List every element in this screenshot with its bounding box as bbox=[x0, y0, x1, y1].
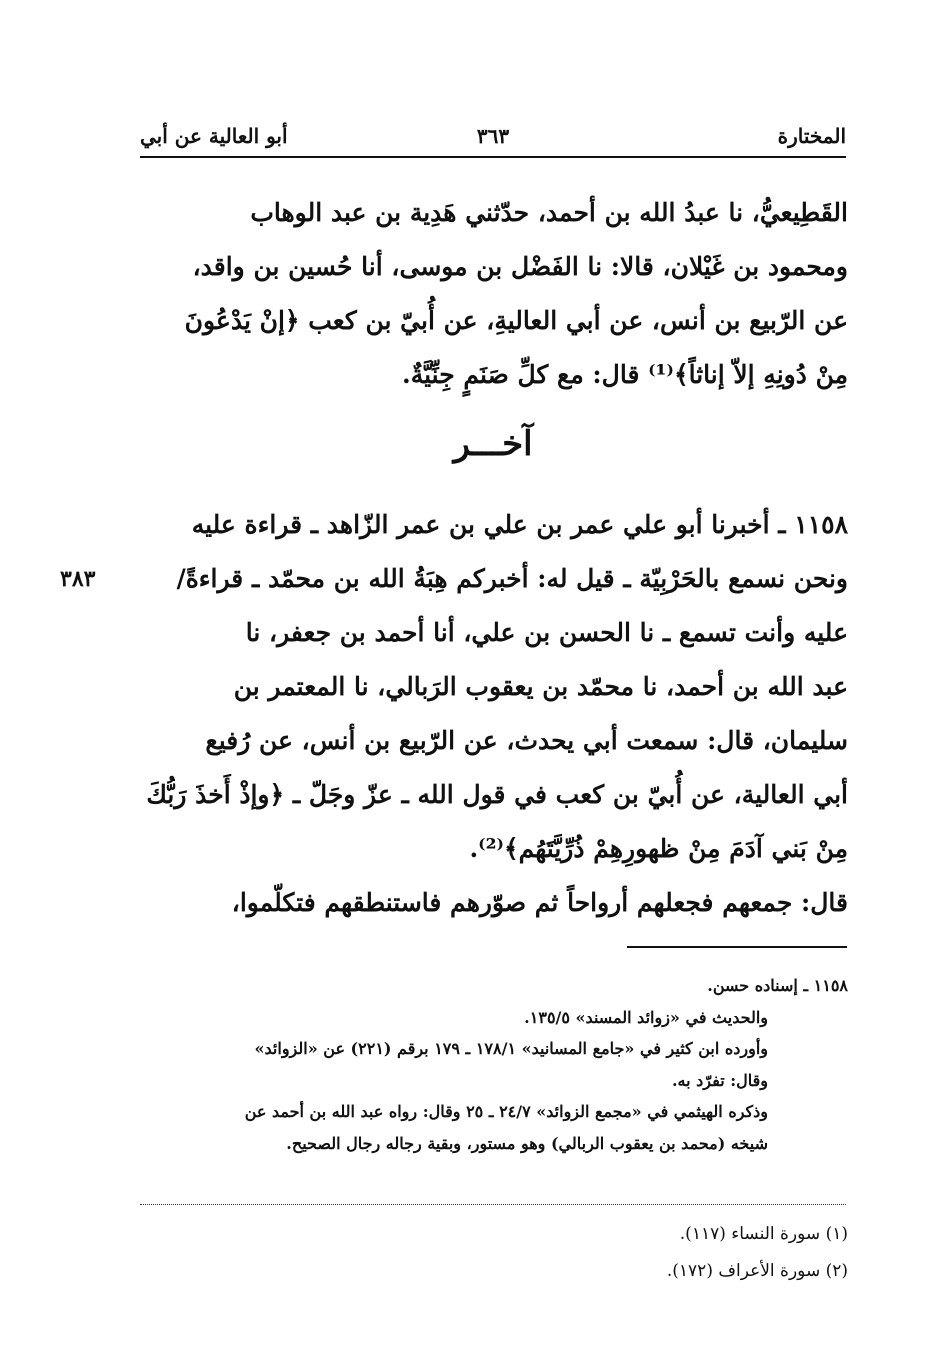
header-divider bbox=[140, 156, 846, 158]
note-line: والحديث في «زوائد المسند» ١٣٥/٥. bbox=[524, 1007, 768, 1027]
running-header bbox=[140, 124, 846, 156]
footnote-2: (٢) سورة الأعراف (١٧٢). bbox=[666, 1261, 848, 1281]
text-line: عليه وأنت تسمع ـ نا الحسن بن علي، أنا أحمد بن جعفر، نا bbox=[245, 618, 848, 647]
text-line: عبد الله بن أحمد، نا محمّد بن يعقوب الرَبالي، نا المعتمر بن bbox=[233, 672, 848, 701]
page-number: ٣٦٣ bbox=[476, 124, 510, 148]
footnotes bbox=[140, 1216, 848, 1290]
hadith-1158 bbox=[138, 498, 848, 876]
text-line: ١١٥٨ ـ أخبرنا أبو علي عمر بن علي بن عمر الزّاهد ـ قراءة عليه bbox=[191, 510, 848, 539]
text-line: قال: جمعهم فجعلهم أرواحاً ثم صوّرهم فاستنطقهم فتكلّموا، bbox=[231, 888, 848, 917]
note-line: وأورده ابن كثير في «جامع المسانيد» ١٧٨/١ ـ ١٧٩ برقم (٢٢١) عن «الزوائد» bbox=[254, 1039, 768, 1058]
note-line: شيخه (محمد بن يعقوب الربالي) وهو مستور، وبقية رجاله رجال الصحيح. bbox=[286, 1133, 768, 1153]
footnote-1: (١) سورة النساء (١١٧). bbox=[679, 1224, 848, 1244]
footnotes-divider bbox=[140, 1204, 846, 1205]
text-line: القَطِيعيُّ، نا عبدُ الله بن أحمد، حدّثني هَدِية بن عبد الوهاب bbox=[250, 198, 848, 227]
text-line: ونحن نسمع بالحَرْبِيّة ـ قيل له: أخبركم هِبَةُ الله بن محمّد ـ قراءةً/ bbox=[176, 564, 848, 593]
paragraph-final-line bbox=[138, 876, 848, 930]
manuscript-folio-note: ٣٨٣ bbox=[60, 566, 96, 592]
text-line: ومحمود بن غَيْلان، قالا: نا الفَضْل بن موسى، أنا حُسين بن واقد، bbox=[192, 252, 848, 281]
text-line: عن الرّبيع بن أنس، عن أبي العاليةِ، عن أُبيّ بن كعب ﴿إنْ يَدْعُونَ bbox=[184, 306, 848, 335]
editor-notes bbox=[140, 970, 848, 1159]
notes-divider bbox=[627, 946, 847, 948]
header-book-title: المختارة bbox=[777, 124, 846, 148]
header-chapter-title: أبو العالية عن أبي bbox=[140, 124, 288, 148]
note-line: وقال: تفرّد به. bbox=[671, 1070, 768, 1090]
text-line: مِنْ دُونِهِ إلاّ إناثاً﴾⁽¹⁾ قال: مع كلِّ صَنَمٍ جِنِّيَّةٌ. bbox=[402, 360, 848, 389]
paragraph-isnad-continuation bbox=[138, 186, 848, 402]
text-line: أبي العالية، عن أُبيّ بن كعب في قول الله ـ عزّ وجَلّ ـ ﴿وإذْ أَخذَ رَبُّكَ bbox=[146, 780, 848, 809]
note-line: ١١٥٨ ـ إسناده حسن. bbox=[707, 976, 848, 995]
text-line: مِنْ بَني آدَمَ مِنْ ظهورِهِمْ ذُرِّيَّتَهُم﴾⁽²⁾. bbox=[469, 834, 848, 863]
note-line: وذكره الهيثمي في «مجمع الزوائد» ٢٤/٧ ـ ٢٥ وقال: رواه عبد الله بن أحمد عن bbox=[244, 1102, 768, 1121]
section-heading: آخـــر bbox=[453, 424, 533, 464]
text-line: سليمان، قال: سمعت أبي يحدث، عن الرّبيع بن أنس، عن رُفيع bbox=[205, 726, 848, 755]
